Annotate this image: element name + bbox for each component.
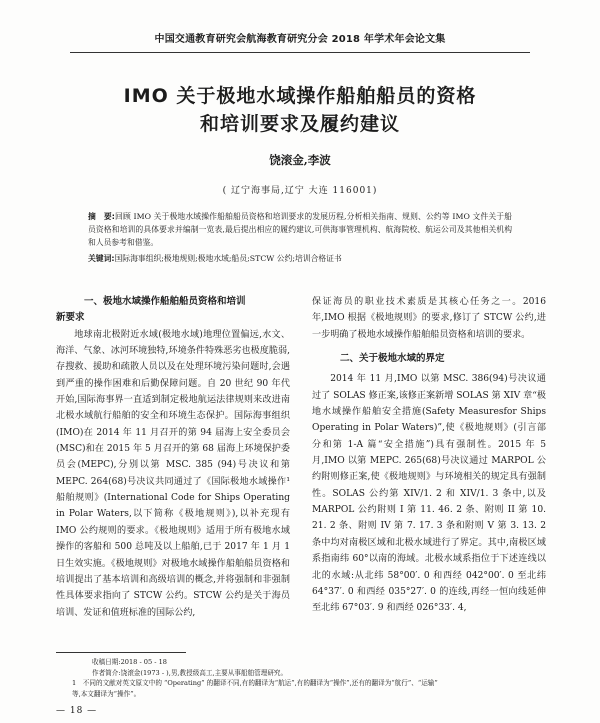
footnote-author-bio: 作者简介:饶滚金(1973 - ),男,教授级高工,主要从事船舶管理研究。 bbox=[92, 668, 288, 677]
keywords bbox=[88, 252, 512, 265]
footnotes bbox=[72, 657, 530, 699]
footnote-1-line-2: 等,本文翻译为“操作”。 bbox=[72, 689, 141, 698]
footnote-received-date: 收稿日期:2018 - 05 - 18 bbox=[92, 658, 167, 666]
abstract-text: 回顾 IMO 关于极地水域操作船舶船员资格和培训要求的发展历程,分析相关指南、规则、公约等 IMO 文件关于船员资格和培训的具体要求并编制一览表,最后提出相应的履约建议,可供海事管理机构、航海院校、航运公司及其他相关机构和人员参考和借鉴。 bbox=[88, 212, 512, 248]
footnote-1-line-1: 1 不同的文献对英文原文中的 “Operating” 的翻译不同,有的翻译为“航运”,有的翻译为“操作”,还有的翻译为“航行”、“运输” bbox=[72, 679, 438, 687]
left-column bbox=[56, 294, 290, 621]
keywords-label: 关键词: bbox=[88, 254, 115, 263]
section-2-heading: 二、关于极地水域的界定 bbox=[340, 353, 445, 365]
abstract-label: 摘 要: bbox=[88, 212, 115, 221]
abstract bbox=[88, 210, 512, 250]
affiliation: ( 辽宁海事局,辽宁 大连 116001) bbox=[222, 186, 378, 196]
section-1-heading bbox=[56, 294, 290, 327]
authors: 饶滚金,李波 bbox=[269, 153, 331, 167]
section-2-paragraph-1: 2014 年 11 月,IMO 以第 MSC. 386(94)号决议通过了 SOLAS 修正案,该修正案新增 SOLAS 第 XIV 章“极地水域操作船舶安全措施(Safety Measuresfor Ships Operating in Polar Waters)”,使《极地规则》(引言部分和第 1-A 篇“安全措施”)具有强制性。2015 年 5 月,IMO 以第 MEPC. 265(68)号决议通过 MARPOL 公约附则修正案,使《极地规则》与环境相关的规定具有强制性。SOLAS 公约第 XIV/1. 2 和 XIV/1. 3 条中,以及 MARPOL 公约附则 I 第 11. 46. 2 条、附则 II 第 10. 21. 2 条、附则 IV 第 7. 17. 3 条和附则 V 第 3. 13. 2 条中均对南极区域和北极水域进行了界定。其中,南极区域系指南纬 60°以南的海域。北极水域系指位于下述连线以北的水域:从北纬 58°00′. 0 和西经 042°00′. 0 至北纬 64°37′. 0 和西经 035°27′. 0 的连线,再经一恒向线延伸至北纬 67°03′. 9 和西经 026°33′. 4, bbox=[312, 374, 546, 614]
page-number: — 18 — bbox=[56, 706, 98, 716]
title-line-2: 和培训要求及履约建议 bbox=[199, 113, 400, 135]
section-1-paragraph-1: 地球南北极附近水域(极地水域)地理位置偏远,水文、海洋、气象、冰河环境独特,环境条件特殊恶劣也极度脆弱,存搜救、援助和疏散人员以及在处理环境污染问题时,会遇到严重的操作困难和后勤保障问题。自 20 世纪 90 年代开始,国际海事界一直适到制定极地航运法律规则来改进南北极水域航行船舶的安全和环境生态保护。国际海事组织(IMO)在 2014 年 11 月召开的第 94 届海上安全委员会(MSC)和在 2015 年 5 月召开的第 68 届海上环境保护委员会(MEPC),分别以第 MSC. 385 (94)号决议和第 MEPC. 264(68)号决议共同通过了《国际极地水域操作¹船舶规则》(International Code for Ships Operating in Polar Waters,以下简称《极地规则》),以补充现有 IMO 公约规则的要求。《极地规则》适用于所有极地水域操作的客船和 500 总吨及以上船舶,已于 2017 年 1 月 1 日生效实施。《极地规则》对极地水域操作船舶船员资格和培训提出了基本培训和高级培训的概念,并将强制和非强制性具体要求指向了 STCW 公约。STCW 公约是关于海员培训、发证和值班标准的国际公约, bbox=[56, 329, 290, 618]
footnote-rule bbox=[56, 652, 186, 653]
section-1-heading-line-1: 一、极地水域操作船舶船员资格和培训 bbox=[84, 296, 246, 307]
header-rule bbox=[70, 52, 530, 53]
keywords-text: 国际海事组织;极地规则;极地水域;船员;STCW 公约;培训合格证书 bbox=[114, 254, 342, 263]
section-1-heading-line-2: 新要求 bbox=[56, 312, 85, 324]
running-header: 中国交通教育研究会航海教育研究分会 2018 年学术年会论文集 bbox=[154, 34, 446, 45]
article-title bbox=[60, 82, 540, 138]
section-1-paragraph-2: 保证海员的职业技术素质是其核心任务之一。2016 年,IMO 根据《极地规则》的要求,修订了 STCW 公约,进一步明确了极地水域操作船舶船员资格和培训的要求。 bbox=[312, 297, 546, 340]
title-line-1: IMO 关于极地水域操作船舶船员的资格 bbox=[123, 85, 477, 107]
right-column bbox=[312, 294, 546, 617]
